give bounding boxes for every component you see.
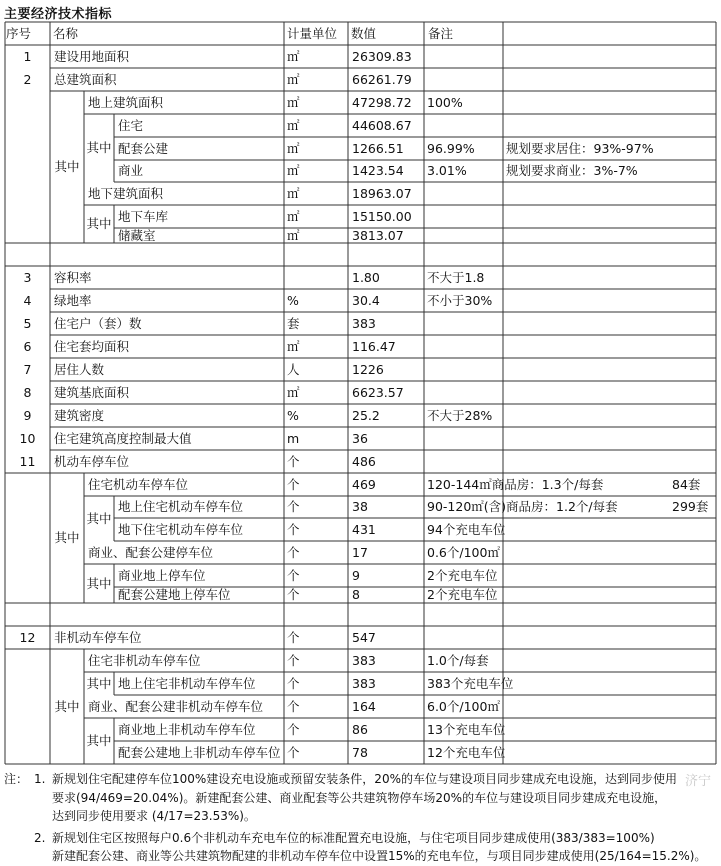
row-unit: 个 (287, 744, 300, 760)
row-unit: 个 (287, 544, 300, 560)
row-unit: 个 (287, 499, 300, 514)
row-name: 住宅机动车停车位 (88, 476, 189, 492)
group-label: 其中 (86, 675, 112, 691)
row-name: 居住人数 (54, 361, 105, 377)
row-remark: 12个充电车位 (427, 744, 506, 760)
row-value: 25.2 (352, 407, 380, 423)
row-remark: 120-144㎡商品房：1.3个/每套 (427, 476, 604, 492)
row-remark: 2个充电车位 (427, 587, 498, 602)
row-value: 30.4 (352, 292, 380, 308)
row-value: 469 (352, 476, 376, 492)
group-label: 其中 (86, 733, 112, 748)
row-unit: 套 (287, 315, 300, 331)
row-unit: ㎡ (287, 384, 300, 400)
row-seq: 1 (23, 48, 32, 64)
row-name: 商业、配套公建停车位 (88, 544, 214, 560)
header-value: 数值 (351, 25, 377, 41)
row-name: 商业 (118, 163, 144, 178)
row-value: 44608.67 (352, 117, 412, 133)
header-name: 名称 (53, 25, 79, 41)
row-name: 住宅非机动车停车位 (88, 652, 201, 668)
row-unit: 个 (287, 698, 300, 714)
row-remark: 不大于28% (427, 407, 493, 423)
row-remark2: 84套 (672, 476, 701, 492)
row-value: 6623.57 (352, 384, 404, 400)
row-value: 36 (352, 430, 368, 446)
row-name: 机动车停车位 (54, 453, 130, 469)
group-label: 其中 (86, 140, 112, 155)
row-seq: 3 (23, 269, 32, 285)
row-value: 431 (352, 521, 376, 537)
row-value: 116.47 (352, 338, 396, 354)
note-number: 1. (34, 772, 46, 786)
row-remark2: 规划要求商业：3%-7% (506, 163, 638, 178)
row-name: 非机动车停车位 (54, 629, 142, 645)
row-seq: 8 (23, 384, 32, 400)
row-seq: 12 (19, 629, 36, 645)
row-unit: 个 (287, 567, 300, 583)
row-remark: 94个充电车位 (427, 521, 506, 537)
row-remark: 2个充电车位 (427, 567, 498, 583)
header-remark: 备注 (428, 25, 454, 41)
row-name: 地上建筑面积 (88, 94, 164, 110)
row-unit: ㎡ (287, 163, 300, 178)
row-remark2: 299套 (672, 499, 709, 514)
row-unit: 个 (287, 476, 300, 492)
row-seq: 7 (23, 361, 32, 377)
row-unit: % (287, 407, 299, 423)
row-name: 住宅 (118, 117, 144, 133)
row-name: 建设用地面积 (54, 48, 130, 64)
row-remark: 不大于1.8 (427, 269, 485, 285)
row-value: 486 (352, 453, 376, 469)
row-remark: 1.0个/每套 (427, 652, 489, 668)
group-label: 其中 (54, 698, 80, 714)
row-name: 住宅套均面积 (54, 338, 130, 354)
row-unit: m (287, 430, 300, 446)
row-unit: 个 (287, 721, 300, 737)
row-name: 配套公建地上非机动车停车位 (118, 744, 281, 760)
table-title: 主要经济技术指标 (4, 7, 113, 22)
row-unit: ㎡ (287, 117, 300, 133)
row-unit: 个 (287, 521, 300, 537)
row-name: 地下建筑面积 (88, 185, 164, 201)
row-value: 1.80 (352, 269, 380, 285)
row-unit: ㎡ (287, 208, 300, 224)
row-value: 86 (352, 721, 368, 737)
row-unit: ㎡ (287, 227, 300, 243)
row-name: 绿地率 (54, 292, 92, 308)
row-value: 1226 (352, 361, 384, 377)
row-value: 78 (352, 744, 368, 760)
row-unit: ㎡ (287, 71, 300, 87)
row-value: 1266.51 (352, 140, 404, 156)
row-value: 164 (352, 698, 376, 714)
note-2 (4, 829, 716, 866)
row-unit: ㎡ (287, 140, 300, 156)
row-name: 住宅户（套）数 (54, 315, 142, 331)
row-unit: 个 (287, 587, 300, 602)
row-unit: ㎡ (287, 48, 300, 64)
row-name: 地下车库 (118, 208, 169, 224)
notes-label: 注： (4, 772, 29, 786)
row-value: 1423.54 (352, 163, 404, 178)
group-label: 其中 (86, 575, 112, 591)
row-name: 配套公建 (118, 140, 169, 156)
row-name: 商业地上停车位 (118, 567, 206, 583)
row-unit: ㎡ (287, 338, 300, 354)
note-number: 2. (34, 830, 46, 845)
group-label: 其中 (86, 510, 112, 526)
header-seq: 序号 (6, 25, 32, 41)
row-name: 总建筑面积 (54, 71, 117, 87)
row-name: 商业、配套公建非机动车停车位 (88, 698, 264, 714)
row-seq: 5 (23, 315, 32, 331)
row-remark: 383个充电车位 (427, 675, 514, 691)
row-unit: ㎡ (287, 94, 300, 110)
row-unit: 个 (287, 675, 300, 691)
row-value: 15150.00 (352, 208, 412, 224)
row-value: 8 (352, 587, 360, 602)
row-unit: 人 (287, 361, 300, 377)
note-line: 新规划住宅配建停车位100%建设充电设施或预留安装条件，20%的车位与建设项目同步建成充电设施，达到同步使用 (52, 772, 677, 786)
row-name: 建筑基底面积 (54, 384, 130, 400)
note-line: 新建配套公建、商业等公共建筑物配建的非机动车停车位中设置15%的充电车位，与项目同步建成使用(25/164=15.2%)。 (52, 849, 707, 863)
row-value: 383 (352, 315, 376, 331)
row-name: 容积率 (54, 269, 92, 285)
row-remark: 不小于30% (427, 292, 493, 308)
note-line: 达到同步使用要求 (4/17=23.53%)。 (52, 809, 256, 823)
notes (4, 770, 716, 866)
row-name: 地下住宅机动车停车位 (118, 521, 244, 537)
note-line: 新规划住宅区按照每户0.6个非机动车充电车位的标准配置充电设施，与住宅项目同步建成使用(383/383=100%) (52, 830, 655, 845)
row-remark: 3.01% (427, 163, 467, 178)
row-value: 9 (352, 567, 360, 583)
row-name: 地上住宅非机动车停车位 (118, 675, 256, 691)
row-remark: 100% (427, 94, 463, 110)
row-unit: % (287, 292, 299, 308)
row-remark: 13个充电车位 (427, 721, 506, 737)
row-unit: 个 (287, 629, 300, 645)
row-value: 17 (352, 544, 368, 560)
row-remark: 0.6个/100㎡ (427, 544, 500, 560)
row-seq: 2 (23, 71, 32, 87)
row-remark: 6.0个/100㎡ (427, 698, 500, 714)
row-value: 66261.79 (352, 71, 412, 87)
row-value: 547 (352, 629, 376, 645)
row-remark: 90-120㎡(含)商品房：1.2个/每套 (427, 499, 618, 514)
group-label: 其中 (86, 216, 112, 231)
note-line: 要求(94/469=20.04%)。新建配套公建、商业配套等公共建筑物停车场20%的车位与建设项目同步建成充电设施， (52, 790, 667, 805)
row-unit: ㎡ (287, 185, 300, 201)
row-name: 建筑密度 (54, 407, 105, 423)
row-seq: 9 (23, 407, 32, 423)
note-1 (4, 770, 716, 826)
row-remark: 96.99% (427, 140, 475, 156)
header-unit: 计量单位 (287, 25, 338, 41)
row-name: 储藏室 (118, 227, 156, 243)
row-name: 住宅建筑高度控制最大值 (54, 430, 192, 446)
row-value: 38 (352, 499, 368, 514)
row-value: 383 (352, 675, 376, 691)
row-seq: 11 (19, 453, 36, 469)
row-value: 47298.72 (352, 94, 412, 110)
row-remark2: 规划要求居住：93%-97% (506, 140, 654, 156)
row-seq: 4 (23, 292, 32, 308)
row-seq: 10 (19, 430, 36, 446)
row-unit: 个 (287, 652, 300, 668)
row-name: 地上住宅机动车停车位 (118, 499, 244, 514)
row-value: 3813.07 (352, 227, 404, 243)
row-seq: 6 (23, 338, 32, 354)
row-value: 18963.07 (352, 185, 412, 201)
row-name: 配套公建地上停车位 (118, 587, 231, 602)
row-name: 商业地上非机动车停车位 (118, 721, 256, 737)
watermark-text: 济宁 (684, 774, 711, 789)
row-value: 383 (352, 652, 376, 668)
row-value: 26309.83 (352, 48, 412, 64)
group-label: 其中 (54, 530, 80, 545)
group-label: 其中 (54, 159, 80, 174)
row-unit: 个 (287, 453, 300, 469)
